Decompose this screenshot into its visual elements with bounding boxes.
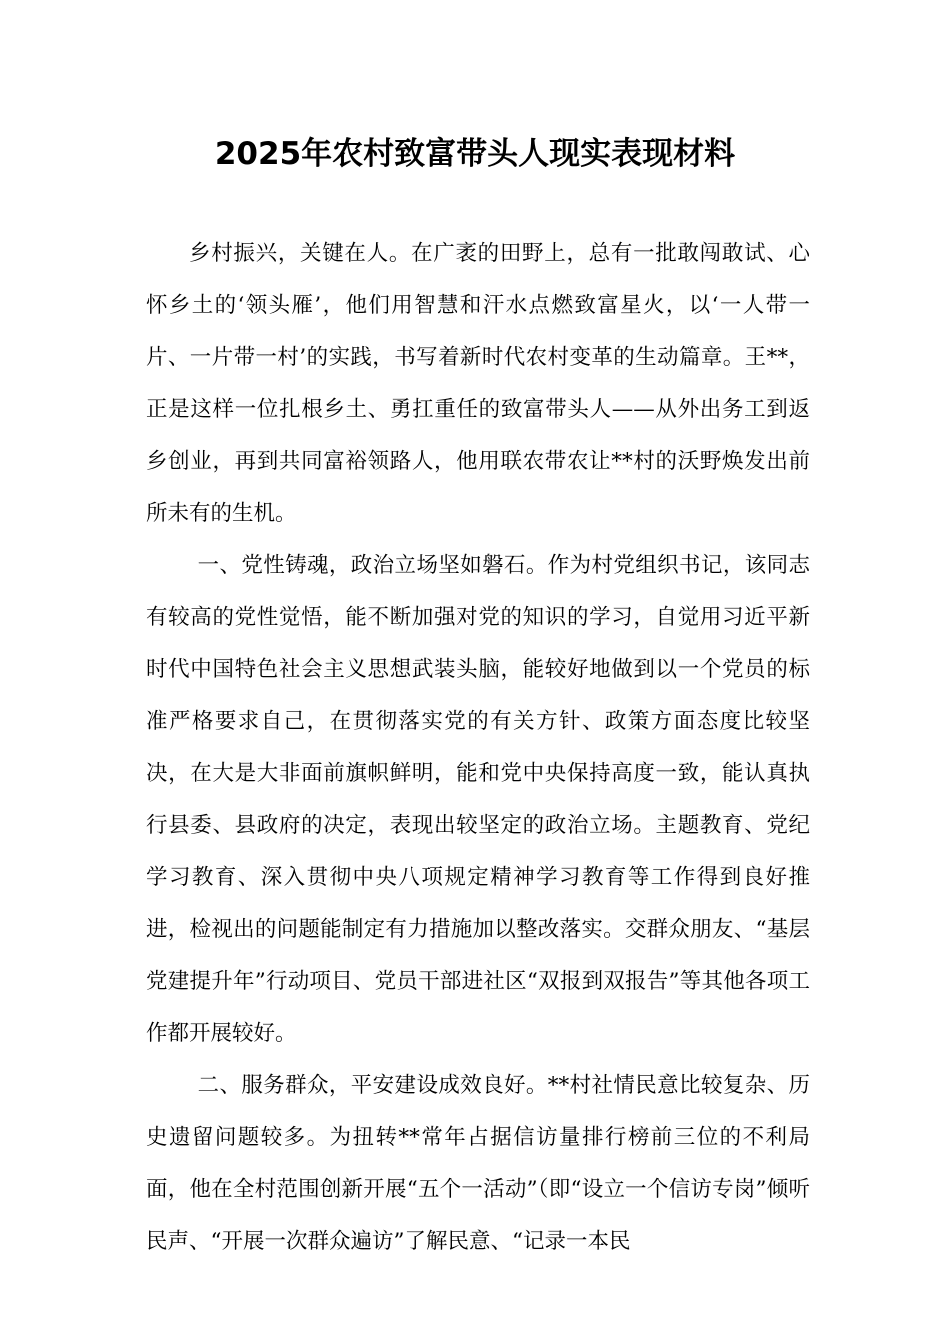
document-body xyxy=(146,228,810,1268)
paragraph-intro: 乡村振兴，关键在人。在广袤的田野上，总有一批敢闯敢试、心怀乡土的‘领头雁’，他们用智慧和汗水点燃致富星火，以‘一人带一片、一片带一村’的实践，书写着新时代农村变革的生动篇章。王**，正是这样一位扎根乡土、勇扛重任的致富带头人——从外出务工到返乡创业，再到共同富裕领路人，他用联农带农让**村的沃野焕发出前所未有的生机。 xyxy=(146,241,810,526)
document-title: 2025年农村致富带头人现实表现材料 xyxy=(214,136,736,172)
paragraph-section-2: 二、服务群众，平安建设成效良好。**村社情民意比较复杂、历史遗留问题较多。为扭转**常年占据信访量排行榜前三位的不利局面，他在全村范围创新开展“五个一活动”（即“设立一个信访专岗”倾听民声、“开展一次群众遍访”了解民意、“记录一本民 xyxy=(146,1073,810,1254)
paragraph-section-1: 一、党性铸魂，政治立场坚如磐石。作为村党组织书记，该同志有较高的党性觉悟，能不断加强对党的知识的学习，自觉用习近平新时代中国特色社会主义思想武装头脑，能较好地做到以一个党员的标准严格要求自己，在贯彻落实党的有关方针、政策方面态度比较坚决，在大是大非面前旗帜鲜明，能和党中央保持高度一致，能认真执行县委、县政府的决定，表现出较坚定的政治立场。主题教育、党纪学习教育、深入贯彻中央八项规定精神学习教育等工作得到良好推进，检视出的问题能制定有力措施加以整改落实。交群众朋友、“基层党建提升年”行动项目、党员干部进社区“双报到双报告”等其他各项工作都开展较好。 xyxy=(146,553,810,1046)
